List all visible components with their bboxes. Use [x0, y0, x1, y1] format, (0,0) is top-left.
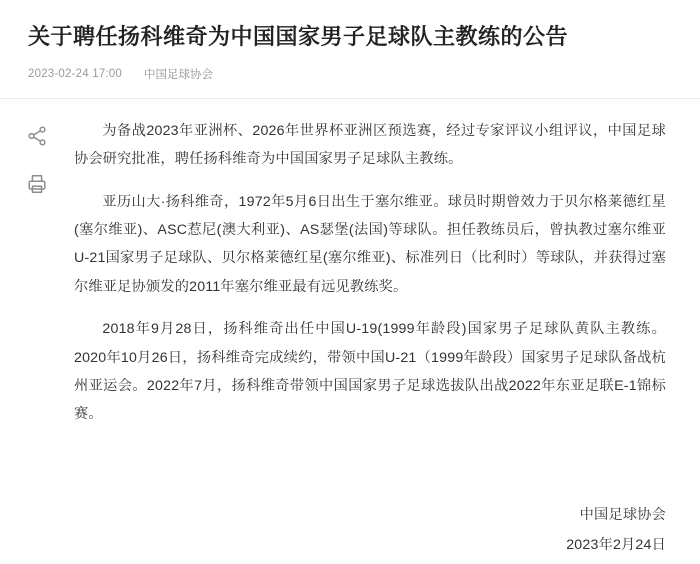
signature-org: 中国足球协会: [579, 506, 666, 523]
signature-date: 2023年2月24日: [566, 536, 666, 553]
article-body-wrap: [0, 99, 700, 443]
article-header: [0, 0, 700, 98]
page-title: 关于聘任扬科维奇为中国国家男子足球队主教练的公告: [28, 24, 569, 49]
signature-block: [0, 501, 700, 561]
article-source: 中国足球协会: [144, 68, 213, 81]
paragraph: 亚历山大·扬科维奇，1972年5月6日出生于塞尔维亚。球员时期曾效力于贝尔格莱德红星(塞尔维亚)、ASC惹尼(澳大利亚)、AS瑟堡(法国)等球队。担任教练员后，曾执教过塞尔维亚U-21国家男子足球队、贝尔格莱德红星(塞尔维亚)、标准列日（比利时）等球队，并获得过塞尔维亚足协颁发的2011年塞尔维亚最有远见教练奖。: [74, 193, 666, 295]
share-icon[interactable]: [24, 123, 50, 149]
paragraph: 2018年9月28日，扬科维奇出任中国U-19(1999年龄段)国家男子足球队黄队主教练。2020年10月26日，扬科维奇完成续约，带领中国U-21（1999年龄段）国家男子足球队备战杭州亚运会。2022年7月，扬科维奇带领中国国家男子足球选拔队出战2022年东亚足联E-1锦标赛。: [74, 321, 666, 423]
paragraph: 为备战2023年亚洲杯、2026年世界杯亚洲区预选赛，经过专家评议小组评议，中国足球协会研究批准，聘任扬科维奇为中国国家男子足球队主教练。: [74, 122, 666, 168]
print-icon[interactable]: [24, 171, 50, 197]
tool-rail: [0, 117, 74, 443]
article-content: [74, 117, 700, 443]
article-meta: [28, 66, 672, 98]
publish-timestamp: 2023-02-24 17:00: [28, 67, 122, 80]
